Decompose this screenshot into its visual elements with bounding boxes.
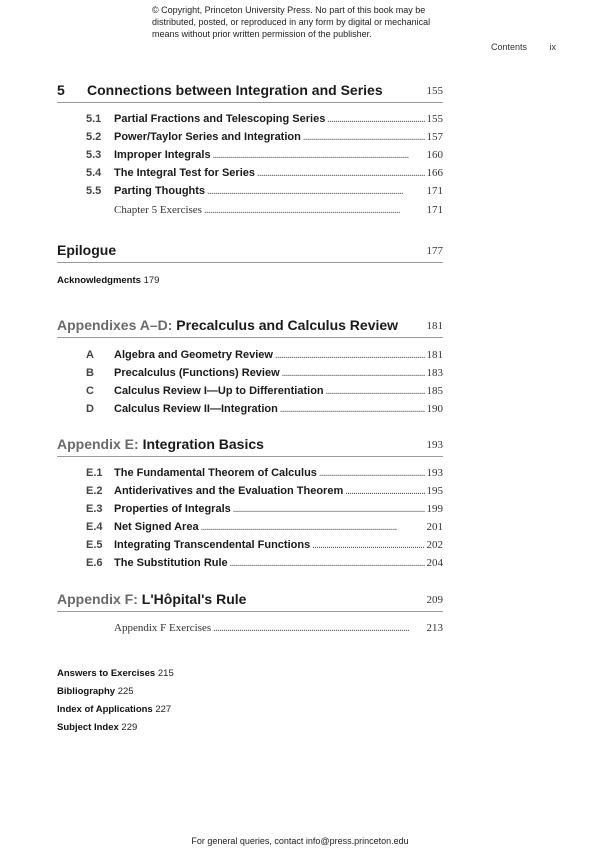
toc-entry[interactable] bbox=[86, 503, 443, 517]
leader-dots bbox=[345, 486, 424, 497]
entry-page: 171 bbox=[426, 185, 443, 197]
toc-epilogue[interactable] bbox=[57, 242, 443, 263]
entry-label: A bbox=[86, 349, 94, 361]
leader-dots bbox=[327, 114, 424, 125]
toc-acknowledgments[interactable] bbox=[57, 275, 159, 286]
toc-entry[interactable] bbox=[86, 367, 443, 381]
toc-entry[interactable] bbox=[86, 349, 443, 363]
entry-page: 213 bbox=[426, 622, 443, 634]
entry-title: Precalculus (Functions) Review bbox=[114, 367, 280, 379]
appendix-page: 181 bbox=[426, 320, 443, 332]
epilogue-title: Epilogue bbox=[57, 242, 117, 258]
entry-label: E.4 bbox=[86, 521, 103, 533]
entry-label: E.2 bbox=[86, 485, 103, 497]
entry-title: Properties of Integrals bbox=[114, 503, 231, 515]
entry-title: Power/Taylor Series and Integration bbox=[114, 131, 301, 143]
toc-entry[interactable] bbox=[86, 485, 443, 499]
appendix-prefix: Appendix E: bbox=[57, 436, 139, 452]
entry-label: 5.3 bbox=[86, 149, 102, 161]
entry-page: 190 bbox=[426, 403, 443, 415]
running-head-section: Contents bbox=[490, 42, 527, 52]
entry-label: E.6 bbox=[86, 557, 103, 569]
entry-title: Acknowledgments bbox=[57, 275, 141, 286]
chapter-title bbox=[57, 82, 383, 98]
entry-page: 183 bbox=[426, 367, 443, 379]
toc-entry[interactable] bbox=[86, 467, 443, 481]
appendix-page: 193 bbox=[426, 439, 443, 451]
entry-page: 155 bbox=[426, 113, 443, 125]
leader-dots bbox=[230, 558, 425, 569]
copyright-line: distributed, posted, or reproduced in any form by digital or mechanical bbox=[152, 17, 431, 27]
copyright-notice bbox=[152, 4, 472, 40]
entry-label: C bbox=[86, 385, 94, 397]
entry-label: 5.1 bbox=[86, 113, 102, 125]
entry-title: Subject Index bbox=[57, 722, 119, 733]
toc-appendixes-a-d[interactable] bbox=[57, 317, 443, 338]
entry-title: Calculus Review II—Integration bbox=[114, 403, 278, 415]
toc-entry[interactable] bbox=[86, 539, 443, 553]
entry-page: 160 bbox=[426, 149, 443, 161]
toc-entry[interactable] bbox=[86, 521, 443, 535]
entry-page: 171 bbox=[426, 204, 443, 216]
entry-title: Partial Fractions and Telescoping Series bbox=[114, 113, 326, 125]
entry-title: Parting Thoughts bbox=[114, 185, 206, 197]
toc-index-applications[interactable] bbox=[57, 704, 171, 715]
toc-entry[interactable] bbox=[86, 167, 443, 181]
toc-entry[interactable] bbox=[86, 113, 443, 127]
leader-dots bbox=[312, 540, 424, 551]
toc-subject-index[interactable] bbox=[57, 722, 137, 733]
leader-dots bbox=[257, 168, 424, 179]
leader-dots bbox=[204, 205, 425, 216]
entry-page: 204 bbox=[426, 557, 443, 569]
entry-title: The Integral Test for Series bbox=[114, 167, 256, 179]
appendix-prefix: Appendix F: bbox=[57, 591, 138, 607]
leader-dots bbox=[213, 150, 425, 161]
toc-appendix-e[interactable] bbox=[57, 436, 443, 457]
entry-title: Antiderivatives and the Evaluation Theorem bbox=[114, 485, 344, 497]
copyright-line: © Copyright, Princeton University Press. No part of this book may be bbox=[152, 5, 426, 15]
entry-page: 227 bbox=[155, 704, 172, 715]
appendix-title bbox=[57, 317, 398, 333]
entry-page: 195 bbox=[426, 485, 443, 497]
epilogue-page: 177 bbox=[426, 245, 443, 257]
appendix-page: 209 bbox=[426, 594, 443, 606]
entry-title: The Fundamental Theorem of Calculus bbox=[114, 467, 317, 479]
appendix-title bbox=[57, 591, 246, 607]
leader-dots bbox=[233, 504, 425, 515]
entry-title: Integrating Transcendental Functions bbox=[114, 539, 311, 551]
entry-label: E.5 bbox=[86, 539, 103, 551]
appendix-title-text: L'Hôpital's Rule bbox=[141, 591, 247, 607]
toc-appendix-f[interactable] bbox=[57, 591, 443, 612]
running-head bbox=[471, 42, 556, 52]
toc-chapter-5[interactable] bbox=[57, 82, 443, 103]
toc-entry-exercises[interactable] bbox=[86, 204, 443, 218]
leader-dots bbox=[326, 386, 425, 397]
entry-label: 5.4 bbox=[86, 167, 102, 179]
chapter-title-text: Connections between Integration and Series bbox=[87, 82, 383, 98]
leader-dots bbox=[280, 404, 425, 415]
entry-label: D bbox=[86, 403, 94, 415]
footer-contact: For general queries, contact info@press.princeton.edu bbox=[191, 836, 409, 846]
entry-title: The Substitution Rule bbox=[114, 557, 228, 569]
entry-page: 225 bbox=[117, 686, 134, 697]
running-head-page: ix bbox=[549, 42, 556, 52]
entry-title: Chapter 5 Exercises bbox=[114, 204, 202, 216]
leader-dots bbox=[282, 368, 425, 379]
toc-entry[interactable] bbox=[86, 385, 443, 399]
leader-dots bbox=[303, 132, 425, 143]
entry-label: 5.2 bbox=[86, 131, 102, 143]
entry-page: 199 bbox=[426, 503, 443, 515]
leader-dots bbox=[213, 623, 424, 634]
leader-dots bbox=[207, 186, 424, 197]
entry-title: Net Signed Area bbox=[114, 521, 199, 533]
entry-page: 181 bbox=[426, 349, 443, 361]
toc-entry[interactable] bbox=[86, 149, 443, 163]
entry-title: Appendix F Exercises bbox=[114, 622, 212, 634]
entry-page: 193 bbox=[426, 467, 443, 479]
leader-dots bbox=[275, 350, 425, 361]
toc-entry[interactable] bbox=[86, 185, 443, 199]
entry-title: Index of Applications bbox=[57, 704, 153, 715]
entry-title: Algebra and Geometry Review bbox=[114, 349, 273, 361]
copyright-line: means without prior written permission of the publisher. bbox=[152, 29, 372, 39]
chapter-number: 5 bbox=[57, 82, 65, 98]
appendix-title bbox=[57, 436, 264, 452]
appendix-title-text: Integration Basics bbox=[142, 436, 264, 452]
toc-bibliography[interactable] bbox=[57, 686, 134, 697]
appendix-prefix: Appendixes A–D: bbox=[57, 317, 173, 333]
appendix-title-text: Precalculus and Calculus Review bbox=[176, 317, 399, 333]
toc-entry[interactable] bbox=[86, 403, 443, 417]
entry-label: E.3 bbox=[86, 503, 103, 515]
entry-label: B bbox=[86, 367, 94, 379]
entry-page: 202 bbox=[426, 539, 443, 551]
toc-entry[interactable] bbox=[86, 557, 443, 571]
entry-page: 215 bbox=[157, 668, 174, 679]
entry-page: 166 bbox=[426, 167, 443, 179]
entry-title: Calculus Review I—Up to Differentiation bbox=[114, 385, 324, 397]
entry-page: 179 bbox=[143, 275, 160, 286]
entry-page: 157 bbox=[426, 131, 443, 143]
entry-page: 185 bbox=[426, 385, 443, 397]
entry-title: Bibliography bbox=[57, 686, 116, 697]
leader-dots bbox=[201, 522, 425, 533]
entry-label: 5.5 bbox=[86, 185, 102, 197]
entry-title: Answers to Exercises bbox=[57, 668, 156, 679]
entry-label: E.1 bbox=[86, 467, 103, 479]
chapter-page: 155 bbox=[426, 85, 443, 97]
entry-title: Improper Integrals bbox=[114, 149, 211, 161]
toc-answers[interactable] bbox=[57, 668, 174, 679]
toc-entry[interactable] bbox=[86, 131, 443, 145]
entry-page: 229 bbox=[121, 722, 138, 733]
leader-dots bbox=[319, 468, 425, 479]
entry-page: 201 bbox=[426, 521, 443, 533]
toc-entry-exercises[interactable] bbox=[86, 622, 443, 636]
